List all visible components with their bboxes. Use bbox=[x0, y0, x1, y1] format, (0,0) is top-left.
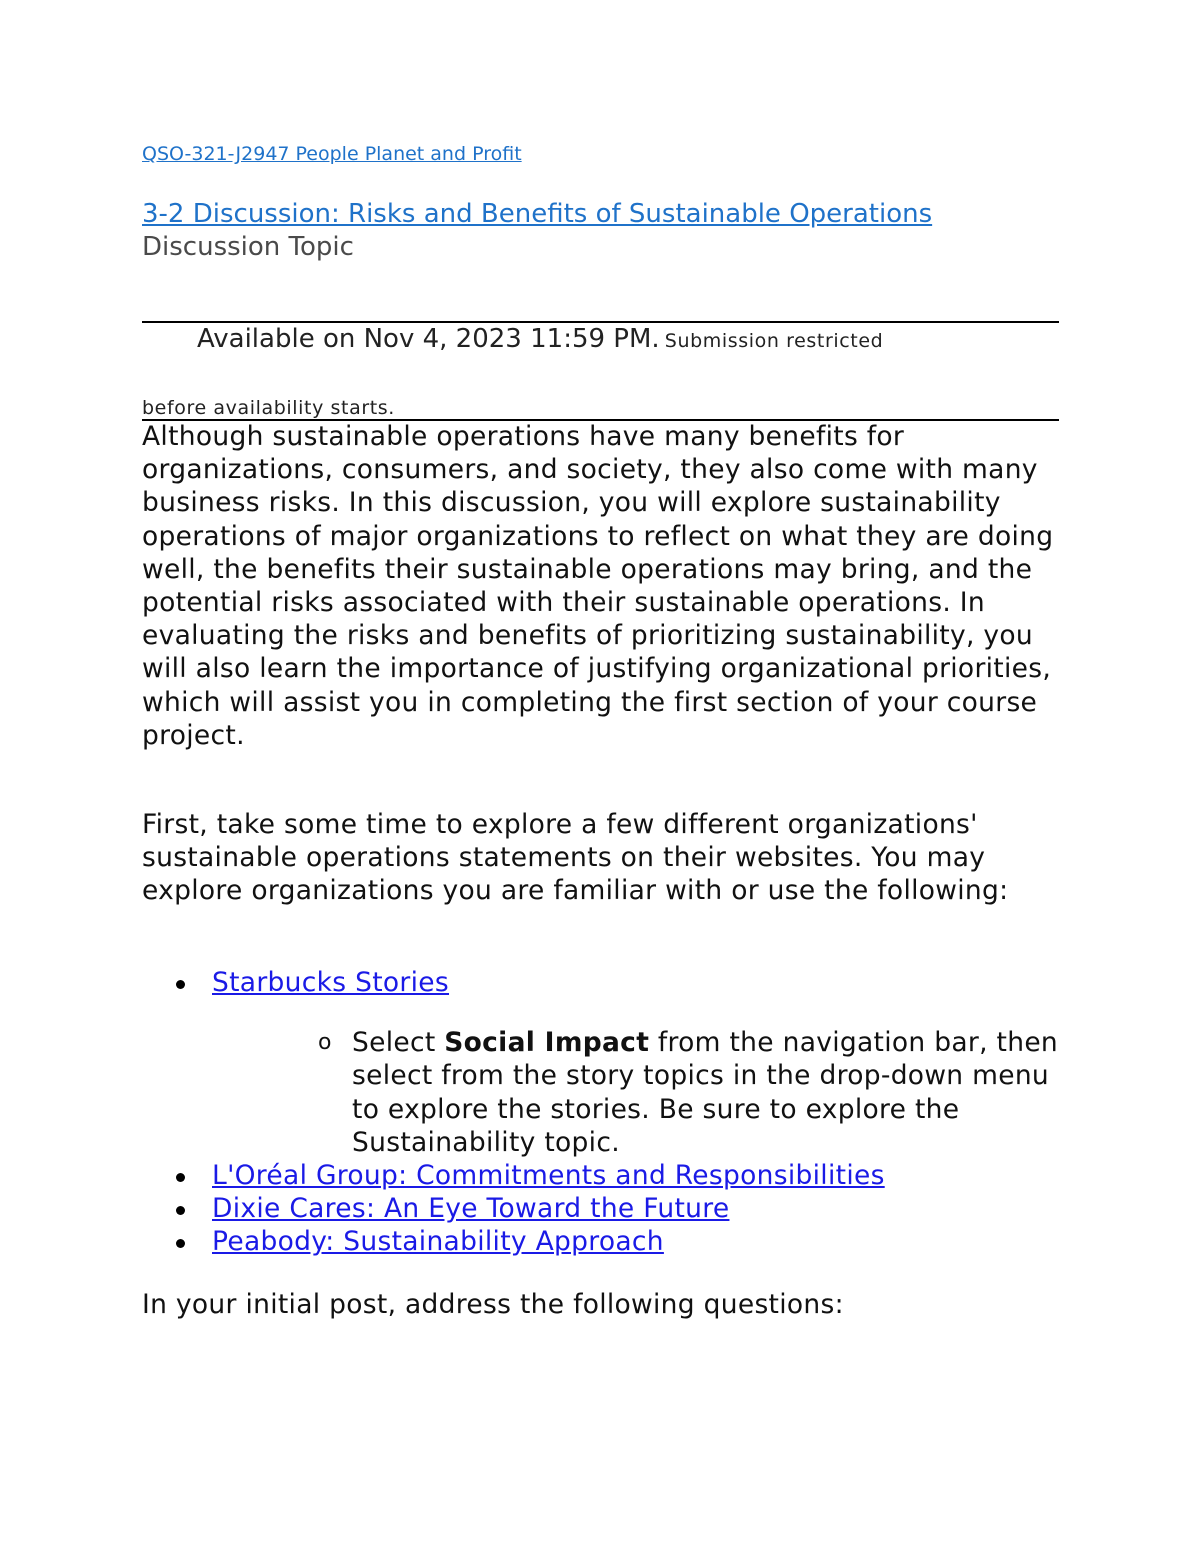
sub-item-suffix: from the navigation bar, then select from the story topics in the drop-down menu to explore the stories. Be sure to explore the Sustainability topic. bbox=[352, 1027, 1059, 1158]
intro-paragraph: Although sustainable operations have many benefits for organizations, consumers, and society, they also come with many business risks. In this discussion, you will explore sustainability operations of major organizations to reflect on what they are doing well, the benefits their sustainable operations may bring, and the potential risks associated with their sustainable operations. In evaluating the risks and benefits of prioritizing sustainability, you will also learn the importance of justifying organizational priorities, which will assist you in completing the first section of your course project. bbox=[142, 421, 1054, 751]
social-impact-label: Social Impact bbox=[444, 1027, 650, 1059]
starbucks-stories-link[interactable]: Starbucks Stories bbox=[212, 967, 450, 998]
loreal-link[interactable]: L'Oréal Group: Commitments and Responsibilities bbox=[212, 1160, 885, 1192]
circle-bullet-icon: o bbox=[318, 1030, 332, 1056]
organization-link-list bbox=[142, 966, 1062, 1259]
bullet-icon bbox=[176, 1206, 185, 1215]
sub-list-item bbox=[212, 1026, 1062, 1159]
explore-paragraph: First, take some time to explore a few different organizations' sustainable operations statements on their websites. You may explore organizations you are familiar with or use the following: bbox=[142, 809, 1009, 907]
bullet-icon bbox=[176, 1239, 185, 1248]
bullet-icon bbox=[176, 1173, 185, 1182]
course-link[interactable]: QSO-321-J2947 People Planet and Profit bbox=[142, 143, 522, 165]
sub-item-prefix: Select bbox=[352, 1027, 445, 1059]
availability-date: Available on Nov 4, 2023 11:59 PM. bbox=[197, 324, 660, 354]
divider-top bbox=[142, 321, 1059, 323]
availability-notice bbox=[197, 324, 883, 354]
peabody-link[interactable]: Peabody: Sustainability Approach bbox=[212, 1226, 664, 1258]
questions-intro-paragraph: In your initial post, address the following questions: bbox=[142, 1289, 844, 1320]
list-item bbox=[142, 1192, 1062, 1225]
list-item bbox=[142, 966, 1062, 1159]
discussion-title-link[interactable]: 3-2 Discussion: Risks and Benefits of Sustainable Operations bbox=[142, 199, 933, 229]
list-item bbox=[142, 1225, 1062, 1258]
availability-note-continued: before availability starts. bbox=[142, 397, 395, 419]
bullet-icon bbox=[176, 980, 185, 989]
discussion-subtitle: Discussion Topic bbox=[142, 232, 354, 262]
dixie-cares-link[interactable]: Dixie Cares: An Eye Toward the Future bbox=[212, 1193, 730, 1225]
list-item bbox=[142, 1159, 1062, 1192]
availability-note: Submission restricted bbox=[664, 330, 884, 352]
